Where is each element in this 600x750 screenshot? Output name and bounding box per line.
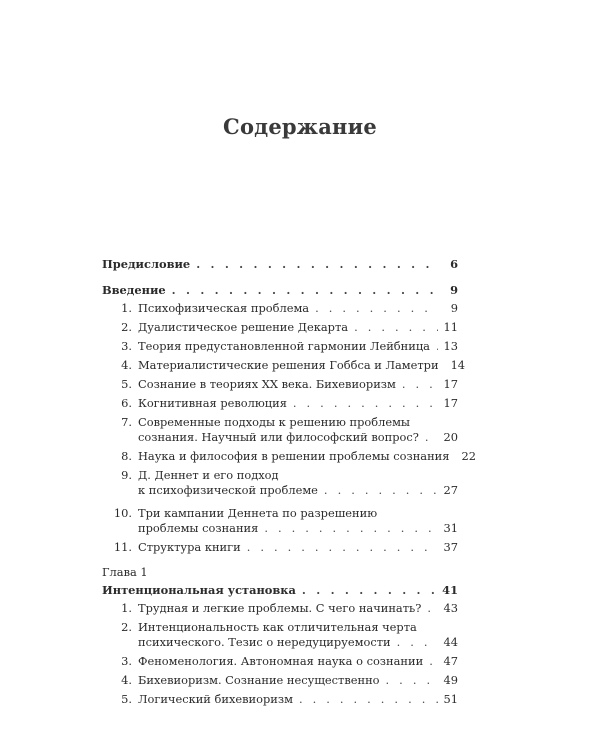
toc-entry-number: 7. <box>121 415 132 429</box>
toc-entry-title: Введение <box>102 283 166 297</box>
toc-entry-title: Сознание в теориях XX века. Бихевиоризм <box>138 377 396 391</box>
toc-entry-title: проблемы сознания <box>138 521 259 535</box>
dot-leader <box>429 654 437 669</box>
toc-entry-page: 17 <box>443 377 458 391</box>
toc-entry-title-line: Интенциональность как отличительная черта <box>138 620 417 634</box>
toc-entry-number: 5. <box>121 377 132 391</box>
toc-entry-number: 1. <box>121 301 132 315</box>
toc-entry-i8 <box>102 449 476 464</box>
toc-entry-page: 51 <box>443 692 458 706</box>
toc-entry-i3 <box>102 339 458 354</box>
toc-entry-c3 <box>102 654 458 669</box>
toc-entry-number: 2. <box>121 320 132 334</box>
page-title: Содержание <box>223 114 377 139</box>
toc-entry-title-line: Современные подходы к решению проблемы <box>138 415 411 429</box>
toc-entry-page: 41 <box>442 583 458 597</box>
toc-entry-i7 <box>102 415 458 445</box>
toc-entry-title: сознания. Научный или философский вопрос? <box>138 430 419 444</box>
dot-leader <box>293 396 438 411</box>
toc-entry-title: Бихевиоризм. Сознание несущественно <box>138 673 380 687</box>
dot-leader <box>315 301 438 316</box>
toc-entry-number: 8. <box>121 449 132 463</box>
toc-entry-title: Когнитивная революция <box>138 396 287 410</box>
toc-entry-page: 49 <box>443 673 458 687</box>
toc-entry-page: 11 <box>443 320 458 334</box>
dot-leader <box>172 283 438 298</box>
toc-entry-title: Теория предустановленной гармонии Лейбница <box>138 339 430 353</box>
toc-entry-title-line: Д. Деннет и его подход <box>138 468 279 482</box>
dot-leader <box>302 583 436 598</box>
toc-entry-i9 <box>102 468 458 498</box>
toc-entry-title: Психофизическая проблема <box>138 301 310 315</box>
toc-entry-intro <box>102 283 458 298</box>
dot-leader <box>264 521 437 536</box>
dot-leader <box>427 601 437 616</box>
toc-entry-c5 <box>102 692 458 707</box>
dot-leader <box>386 673 438 688</box>
toc-entry-number: 1. <box>121 601 132 615</box>
toc-entry-title: Логический бихевиоризм <box>138 692 293 706</box>
toc-entry-i10 <box>102 506 458 536</box>
toc-entry-i4 <box>102 358 466 373</box>
toc-entry-c1 <box>102 601 458 616</box>
toc-entry-page: 20 <box>443 430 458 444</box>
dot-leader <box>247 540 438 555</box>
toc-entry-title: Наука и философия в решении проблемы сознания <box>138 449 450 463</box>
toc-entry-number: 11. <box>113 540 132 554</box>
toc-entry-number: 10. <box>113 506 132 520</box>
dot-leader <box>299 692 438 707</box>
toc-entry-page: 22 <box>461 449 476 463</box>
toc-entry-number: 5. <box>121 692 132 706</box>
dot-leader <box>324 483 438 498</box>
toc-entry-i2 <box>102 320 458 335</box>
toc-entry-i6 <box>102 396 458 411</box>
toc-entry-title: Трудная и легкие проблемы. С чего начинать? <box>138 601 422 615</box>
toc-entry-number: 3. <box>121 654 132 668</box>
toc-entry-page: 44 <box>443 635 458 649</box>
toc-entry-page: 14 <box>450 358 466 372</box>
toc-entry-c2 <box>102 620 458 650</box>
toc-entry-page: 9 <box>450 301 458 315</box>
toc-entry-title-line: Три кампании Деннета по разрешению <box>138 506 378 520</box>
toc-entry-i11 <box>102 540 458 555</box>
toc-entry-page: 31 <box>443 521 458 535</box>
toc-entry-page: 13 <box>443 339 458 353</box>
toc-entry-number: 2. <box>121 620 132 634</box>
toc-entry-title: Дуалистическое решение Декарта <box>138 320 349 334</box>
toc-entry-page: 6 <box>450 257 458 271</box>
toc-entry-number: 4. <box>121 358 132 372</box>
toc-entry-page: 9 <box>450 283 458 297</box>
toc-entry-number: 3. <box>121 339 132 353</box>
dot-leader <box>354 320 437 335</box>
toc-entry-number: 4. <box>121 673 132 687</box>
toc-entry-title: Структура книги <box>138 540 241 554</box>
dot-leader <box>397 635 438 650</box>
toc-entry-title: психического. Тезис о нередуцируемости <box>138 635 391 649</box>
toc-entry-i1 <box>102 301 458 316</box>
dot-leader <box>196 257 438 272</box>
toc-entry-number: 9. <box>121 468 132 482</box>
dot-leader <box>436 339 438 354</box>
dot-leader <box>425 430 438 445</box>
toc-entry-page: 47 <box>443 654 458 668</box>
toc-entry-title: к психофизической проблеме <box>138 483 318 497</box>
toc-entry-page: 43 <box>443 601 458 615</box>
toc-entry-title: Феноменология. Автономная наука о сознании <box>138 654 424 668</box>
toc-entry-page: 17 <box>443 396 458 410</box>
dot-leader <box>402 377 438 392</box>
chapter-label: Глава 1 <box>102 565 148 579</box>
toc-entry-page: 37 <box>443 540 458 554</box>
toc-entry-i5 <box>102 377 458 392</box>
toc-entry-title: Материалистические решения Гоббса и Ламетри <box>138 358 439 372</box>
toc-entry-preface <box>102 257 458 272</box>
toc-entry-c4 <box>102 673 458 688</box>
toc-entry-number: 6. <box>121 396 132 410</box>
toc-entry-title: Предисловие <box>102 257 191 271</box>
toc-entry-ch1 <box>102 583 458 598</box>
toc-entry-page: 27 <box>443 483 458 497</box>
toc-entry-title: Интенциональная установка <box>102 583 296 597</box>
